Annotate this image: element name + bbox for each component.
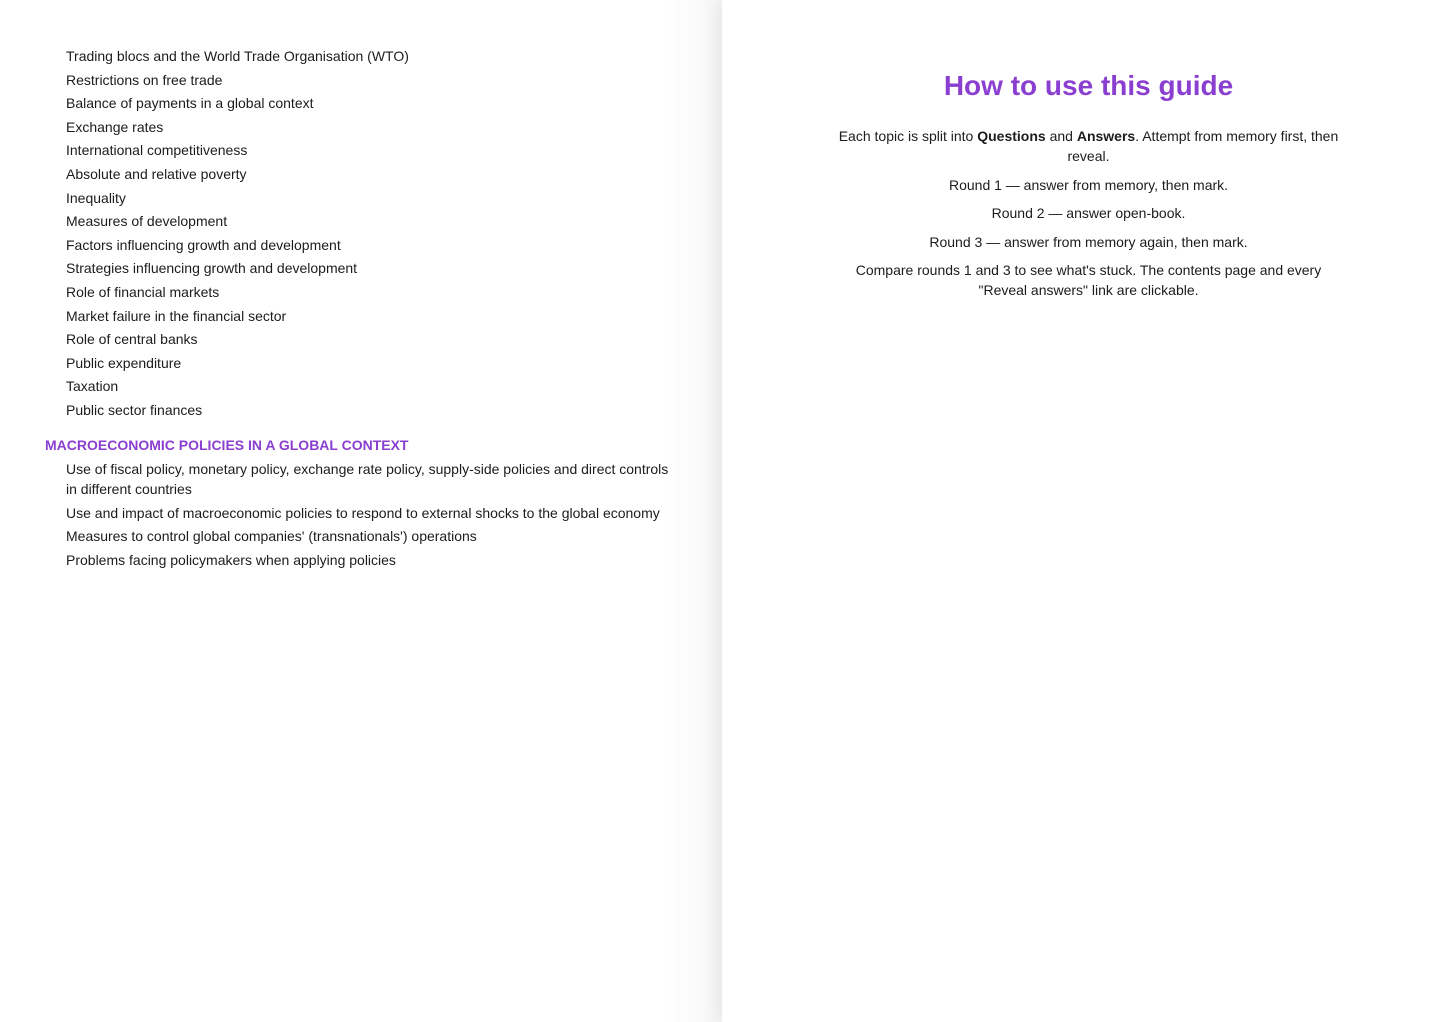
questions-label: Questions [977, 128, 1046, 144]
intro-text: Each topic is split into [838, 128, 978, 144]
contents-link[interactable]: Role of central banks [66, 331, 198, 348]
intro-text: . Attempt from memory first, then reveal. [1067, 128, 1339, 164]
contents-link[interactable]: Trading blocs and the World Trade Organisation (WTO) [66, 48, 409, 64]
contents-link[interactable]: Market failure in the financial sector [66, 307, 287, 324]
intro-paragraph [832, 126, 1345, 166]
contents-link[interactable]: Use of fiscal policy, monetary policy, exchange rate policy, supply-side policies and direct controls in different countries [66, 460, 669, 497]
contents-link[interactable]: Problems facing policymakers when applying policies [66, 551, 396, 568]
contents-link[interactable]: Use and impact of macroeconomic policies to respond to external shocks to the global economy [66, 504, 660, 521]
contents-link[interactable]: Public expenditure [66, 354, 182, 371]
contents-link[interactable]: Strategies influencing growth and development [66, 260, 358, 277]
round-3-text: Round 3 — answer from memory again, then mark. [929, 234, 1248, 250]
compare-text: Compare rounds 1 and 3 to see what's stuck. The contents page and every "Reveal answers" link are clickable. [855, 262, 1322, 298]
contents-list [45, 459, 682, 570]
contents-page [0, 0, 722, 1022]
contents-link[interactable]: International competitiveness [66, 142, 248, 159]
contents-link[interactable]: Restrictions on free trade [66, 71, 223, 88]
round-1-text: Round 1 — answer from memory, then mark. [948, 177, 1229, 193]
contents-link[interactable]: Role of financial markets [66, 283, 220, 300]
contents-link[interactable]: Inequality [66, 189, 126, 206]
contents-link[interactable]: Exchange rates [66, 118, 164, 135]
contents-link[interactable]: Public sector finances [66, 401, 203, 418]
contents-list [45, 46, 682, 420]
contents-link[interactable]: Balance of payments in a global context [66, 95, 314, 112]
contents-link[interactable]: Measures to control global companies' (transnationals') operations [66, 528, 477, 545]
contents-link[interactable]: Absolute and relative poverty [66, 165, 247, 182]
contents-link[interactable]: Measures of development [66, 213, 228, 230]
page-title: How to use this guide [943, 70, 1234, 101]
answers-label: Answers [1076, 128, 1136, 144]
contents-section-heading[interactable]: MACROECONOMIC POLICIES IN A GLOBAL CONTEXT [45, 436, 409, 453]
intro-text: and [1045, 128, 1077, 144]
contents-link[interactable]: Factors influencing growth and development [66, 236, 341, 253]
guide-page [722, 0, 1445, 1022]
contents-link[interactable]: Taxation [66, 378, 119, 395]
round-2-text: Round 2 — answer open-book. [991, 205, 1186, 221]
